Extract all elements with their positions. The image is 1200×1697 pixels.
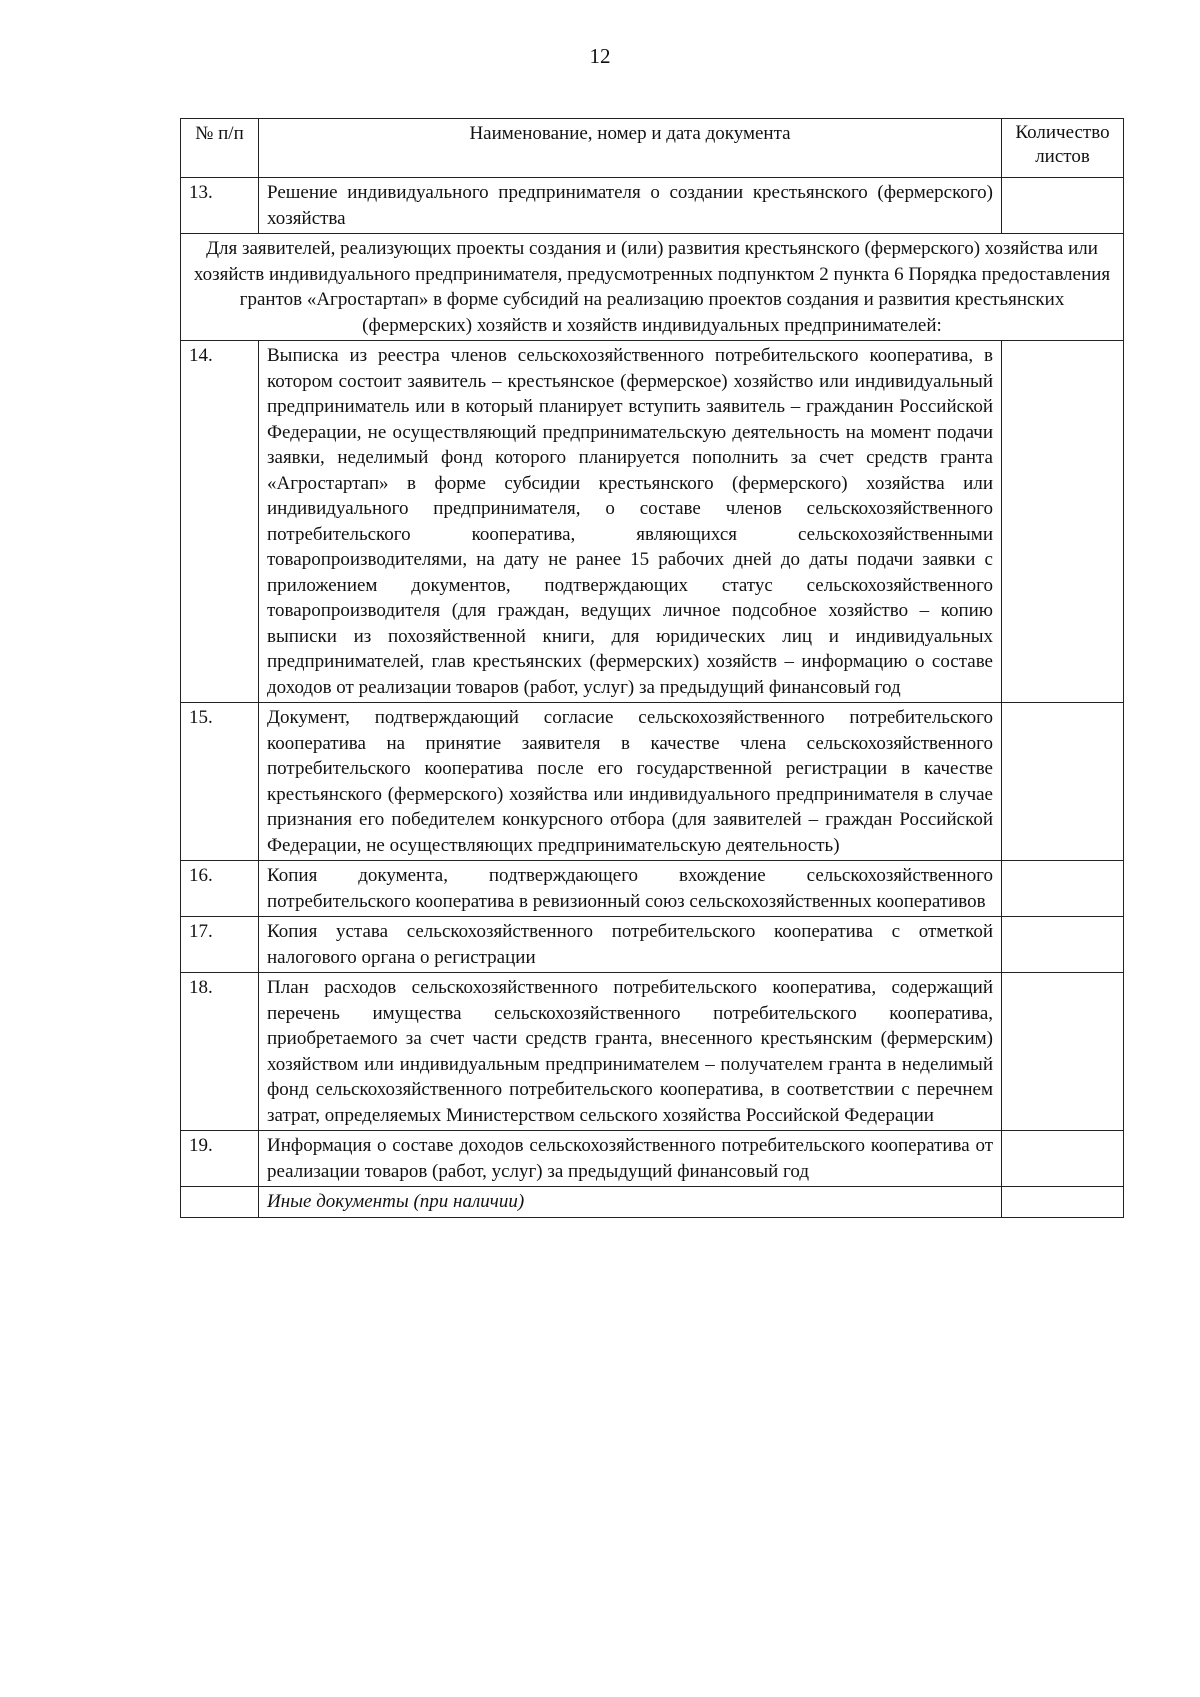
- row-qty: [1002, 973, 1124, 1131]
- section-note: Для заявителей, реализующих проекты создания и (или) развития крестьянского (фермерского) хозяйства или хозяйств индивидуального предпринимателя, предусмотренных подпунктом 2 пункта 6 Порядка предоставления грантов «Агростартап» в форме субсидий на реализацию проектов создания и развития крестьянских (фермерских) хозяйств и хозяйств индивидуальных предпринимателей:: [181, 234, 1124, 341]
- row-text: Иные документы (при наличии): [259, 1187, 1002, 1218]
- table-row: [181, 973, 1124, 1131]
- rows-after: [181, 341, 1124, 1187]
- table-row: [181, 1131, 1124, 1187]
- row-qty: [1002, 703, 1124, 861]
- row-num: 16.: [181, 861, 259, 917]
- table-header-row: [181, 119, 1124, 178]
- table-row: [181, 178, 1124, 234]
- table-row: [181, 861, 1124, 917]
- row-qty: [1002, 1187, 1124, 1218]
- row-text: Копия документа, подтверждающего вхождение сельскохозяйственного потребительского кооператива в ревизионный союз сельскохозяйственных кооперативов: [259, 861, 1002, 917]
- rows-before: [181, 178, 1124, 234]
- row-qty: [1002, 341, 1124, 703]
- row-num: 19.: [181, 1131, 259, 1187]
- row-num: 18.: [181, 973, 259, 1131]
- header-name: Наименование, номер и дата документа: [259, 119, 1002, 178]
- row-text: Информация о составе доходов сельскохозяйственного потребительского кооператива от реализации товаров (работ, услуг) за предыдущий финансовый год: [259, 1131, 1002, 1187]
- row-text: План расходов сельскохозяйственного потребительского кооператива, содержащий перечень имущества сельскохозяйственного потребительского кооператива, приобретаемого за счет части средств гранта, внесенного крестьянским (фермерским) хозяйством или индивидуальным предпринимателем – получателем гранта в неделимый фонд сельскохозяйственного потребительского кооператива, в соответствии с перечнем затрат, определяемых Министерством сельского хозяйства Российской Федерации: [259, 973, 1002, 1131]
- row-qty: [1002, 861, 1124, 917]
- row-text: Выписка из реестра членов сельскохозяйственного потребительского кооператива, в котором состоит заявитель – крестьянское (фермерское) хозяйство или индивидуальный предприниматель или в который планирует вступить заявитель – гражданин Российской Федерации, не осуществляющий предпринимательскую деятельность на момент подачи заявки, неделимый фонд которого планируется пополнить за счет средств гранта «Агростартап» в форме субсидии крестьянского (фермерского) хозяйства или индивидуального предпринимателя, о составе членов сельскохозяйственного потребительского кооператива, являющихся сельскохозяйственными товаропроизводителями, на дату не ранее 15 рабочих дней до даты подачи заявки с приложением документов, подтверждающих статус сельскохозяйственного товаропроизводителя (для граждан, ведущих личное подсобное хозяйство – копию выписки из похозяйственной книги, для юридических лиц и индивидуальных предпринимателей, глав крестьянских (фермерских) хозяйств – информацию о составе доходов от реализации товаров (работ, услуг) за предыдущий финансовый год: [259, 341, 1002, 703]
- row-num: 14.: [181, 341, 259, 703]
- documents-table: [180, 118, 1124, 1218]
- section-note-row: [181, 234, 1124, 341]
- row-num: 17.: [181, 917, 259, 973]
- table-row: [181, 341, 1124, 703]
- row-qty: [1002, 917, 1124, 973]
- page-number: 12: [589, 44, 611, 68]
- table-row: [181, 917, 1124, 973]
- table-row-other: [181, 1187, 1124, 1218]
- row-qty: [1002, 178, 1124, 234]
- row-num: 13.: [181, 178, 259, 234]
- row-text: Копия устава сельскохозяйственного потребительского кооператива с отметкой налогового органа о регистрации: [259, 917, 1002, 973]
- row-text: Решение индивидуального предпринимателя о создании крестьянского (фермерского) хозяйства: [259, 178, 1002, 234]
- row-text: Документ, подтверждающий согласие сельскохозяйственного потребительского кооператива на принятие заявителя в качестве члена сельскохозяйственного потребительского кооператива после его государственной регистрации в качестве крестьянского (фермерского) хозяйства или индивидуального предпринимателя в случае признания его победителем конкурсного отбора (для заявителей – граждан Российской Федерации, не осуществляющих предпринимательскую деятельность): [259, 703, 1002, 861]
- header-num: № п/п: [181, 119, 259, 178]
- row-num: 15.: [181, 703, 259, 861]
- row-qty: [1002, 1131, 1124, 1187]
- header-qty: Количество листов: [1002, 119, 1124, 178]
- table-row: [181, 703, 1124, 861]
- row-num: [181, 1187, 259, 1218]
